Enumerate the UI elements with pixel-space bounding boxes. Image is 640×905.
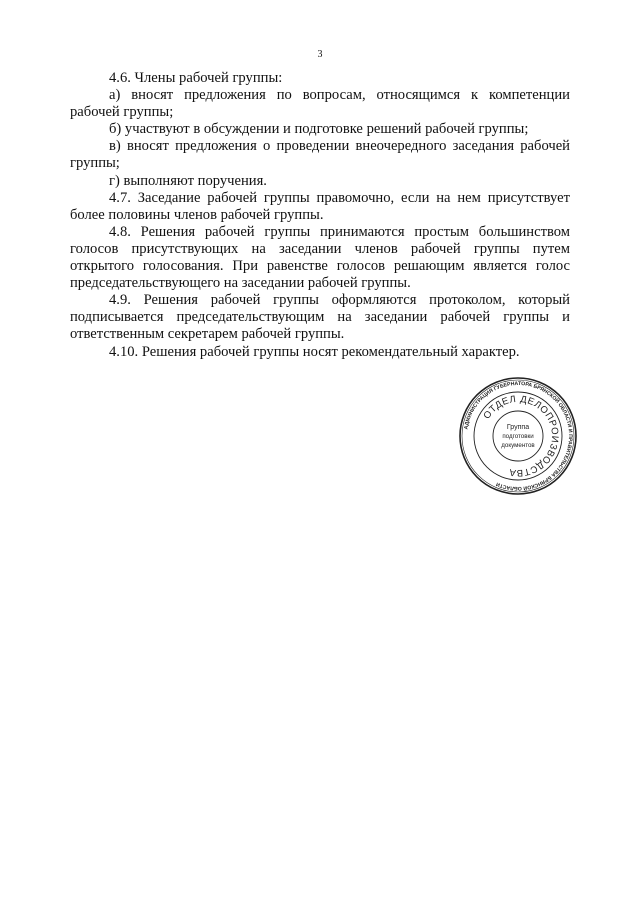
stamp-center-line-1: Группа [506, 424, 530, 431]
official-stamp [458, 376, 578, 496]
page-number: 3 [317, 49, 323, 60]
paragraph-4-6-b: б) участвуют в обсуждении и подготовке решений рабочей группы; [109, 121, 529, 138]
paragraph-4-6-v: в) вносят предложения о проведении внеочередного заседания рабочей группы; [70, 138, 570, 172]
paragraph-4-9: 4.9. Решения рабочей группы оформляются протоколом, который подписывается председательствующим на заседании рабочей группы и ответственным секретарем рабочей группы. [70, 292, 570, 343]
paragraph-4-7: 4.7. Заседание рабочей группы правомочно, если на нем присутствует более половины членов рабочей группы. [70, 189, 570, 223]
paragraph-4-10: 4.10. Решения рабочей группы носят рекомендательный характер. [109, 343, 520, 360]
stamp-outer-text: АДМИНИСТРАЦИЯ ГУБЕРНАТОРА БРЯНСКОЙ ОБЛАСТИ И ПРАВИТЕЛЬСТВА БРЯНСКОЙ ОБЛАСТИ [463, 380, 574, 492]
stamp-ring-text: ОТДЕЛ ДЕЛОПРОИЗВОДСТВА [481, 393, 561, 479]
paragraph-4-8: 4.8. Решения рабочей группы принимаются простым большинством голосов присутствующих на заседании членов рабочей группы путем открытого голосования. При равенстве голосов решающим является голос председательствующего на заседании рабочей группы. [70, 223, 570, 292]
paragraph-4-6-g: г) выполняют поручения. [109, 172, 267, 189]
paragraph-4-6: 4.6. Члены рабочей группы: [109, 70, 283, 86]
stamp-center-line-2: подготовки [502, 433, 534, 440]
document-body [70, 70, 570, 361]
paragraph-4-6-a: а) вносят предложения по вопросам, относящимся к компетенции рабочей группы; [70, 87, 570, 121]
stamp-center-line-3: документов [501, 442, 535, 449]
